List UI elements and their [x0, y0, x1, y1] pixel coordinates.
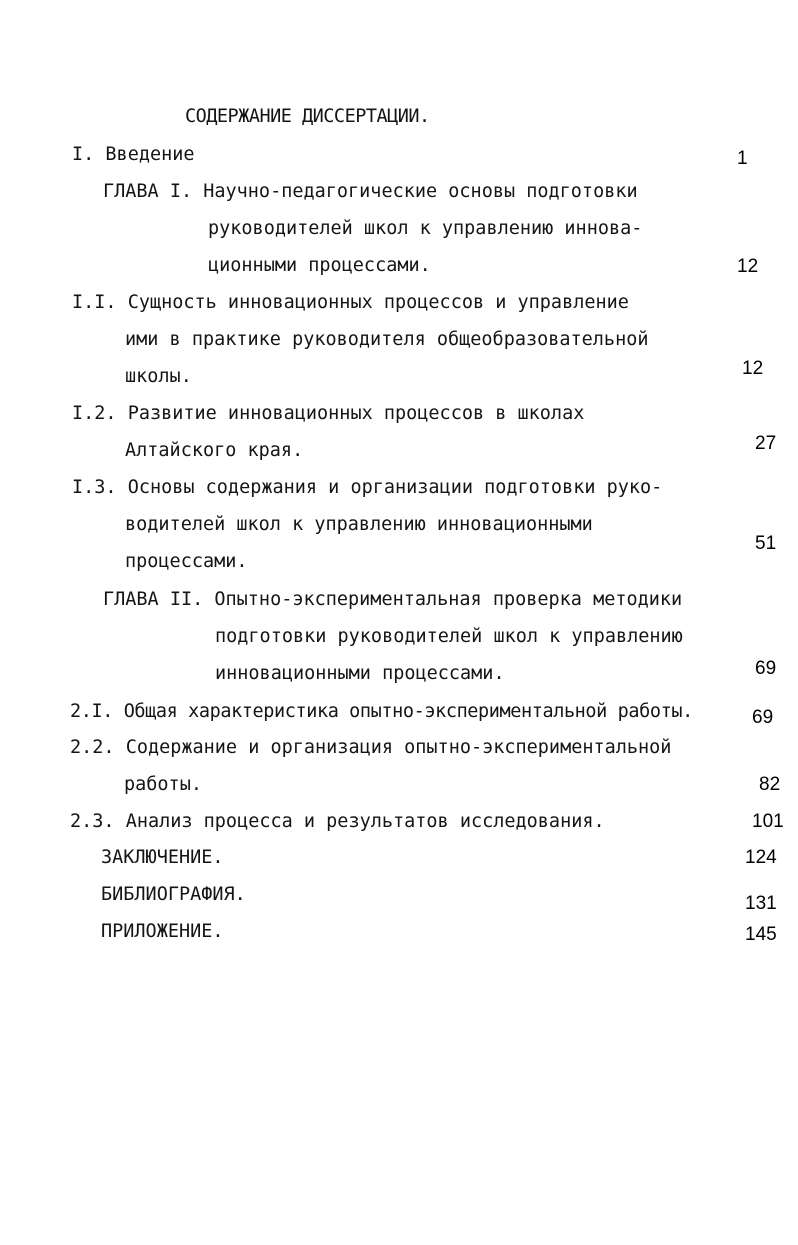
toc-entry-2-3-page: 101	[752, 811, 784, 832]
toc-entry-conclusion-line-1: ЗАКЛЮЧЕНИЕ.	[101, 847, 224, 868]
toc-entry-1-2-page: 27	[755, 433, 777, 454]
toc-entry-bibliography-page: 131	[745, 893, 777, 914]
toc-entry-bibliography-line-1: БИБЛИОГРАФИЯ.	[101, 884, 246, 905]
toc-entry-1-1-line-2: ими в практике руководителя общеобразовательной	[125, 329, 649, 350]
toc-entry-chapter-2-line-1: ГЛАВА II. Опытно-экспериментальная проверка методики	[103, 589, 683, 610]
toc-entry-1-1-line-1: I.I. Сущность инновационных процессов и управление	[72, 292, 629, 313]
toc-entry-1-3-page: 51	[755, 533, 777, 554]
toc-entry-1-1-page: 12	[742, 358, 764, 379]
toc-entry-chapter-2-page: 69	[755, 658, 777, 679]
toc-title: СОДЕРЖАНИЕ ДИССЕРТАЦИИ.	[185, 106, 430, 127]
toc-entry-2-1-page: 69	[752, 707, 774, 728]
toc-entry-2-2-line-1: 2.2. Содержание и организация опытно-экспериментальной	[70, 737, 672, 758]
toc-entry-chapter-2-line-3: инновационными процессами.	[215, 663, 505, 684]
toc-entry-conclusion-page: 124	[745, 847, 777, 868]
toc-entry-1-2-line-2: Алтайского края.	[125, 440, 304, 461]
toc-entry-1-3-line-2: водителей школ к управлению инновационными	[125, 514, 593, 535]
toc-entry-chapter-1-page: 12	[737, 256, 759, 277]
toc-entry-2-3-line-1: 2.3. Анализ процесса и результатов исследования.	[70, 811, 605, 832]
toc-entry-1-2-line-1: I.2. Развитие инновационных процессов в школах	[72, 403, 585, 424]
toc-entry-2-2-page: 82	[759, 774, 781, 795]
toc-entry-chapter-2-line-2: подготовки руководителей школ к управлению	[215, 626, 683, 647]
toc-entry-chapter-1-line-2: руководителей школ к управлению иннова-	[208, 218, 643, 239]
toc-entry-appendix-page: 145	[745, 924, 777, 945]
toc-entry-chapter-1-line-3: ционными процессами.	[208, 255, 431, 276]
toc-entry-1-3-line-3: процессами.	[125, 551, 248, 572]
toc-entry-1-3-line-1: I.3. Основы содержания и организации подготовки руко-	[72, 477, 663, 498]
toc-entry-appendix-line-1: ПРИЛОЖЕНИЕ.	[101, 921, 224, 942]
toc-entry-2-2-line-2: работы.	[124, 774, 202, 795]
toc-entry-intro-line-1: I. Введение	[72, 144, 195, 165]
toc-entry-chapter-1-line-1: ГЛАВА I. Научно-педагогические основы подготовки	[103, 181, 638, 202]
toc-entry-1-1-line-3: школы.	[125, 366, 192, 387]
toc-entry-2-1-line-1: 2.I. Общая характеристика опытно-экспериментальной работы.	[70, 701, 693, 722]
toc-entry-intro-page: 1	[737, 148, 748, 169]
